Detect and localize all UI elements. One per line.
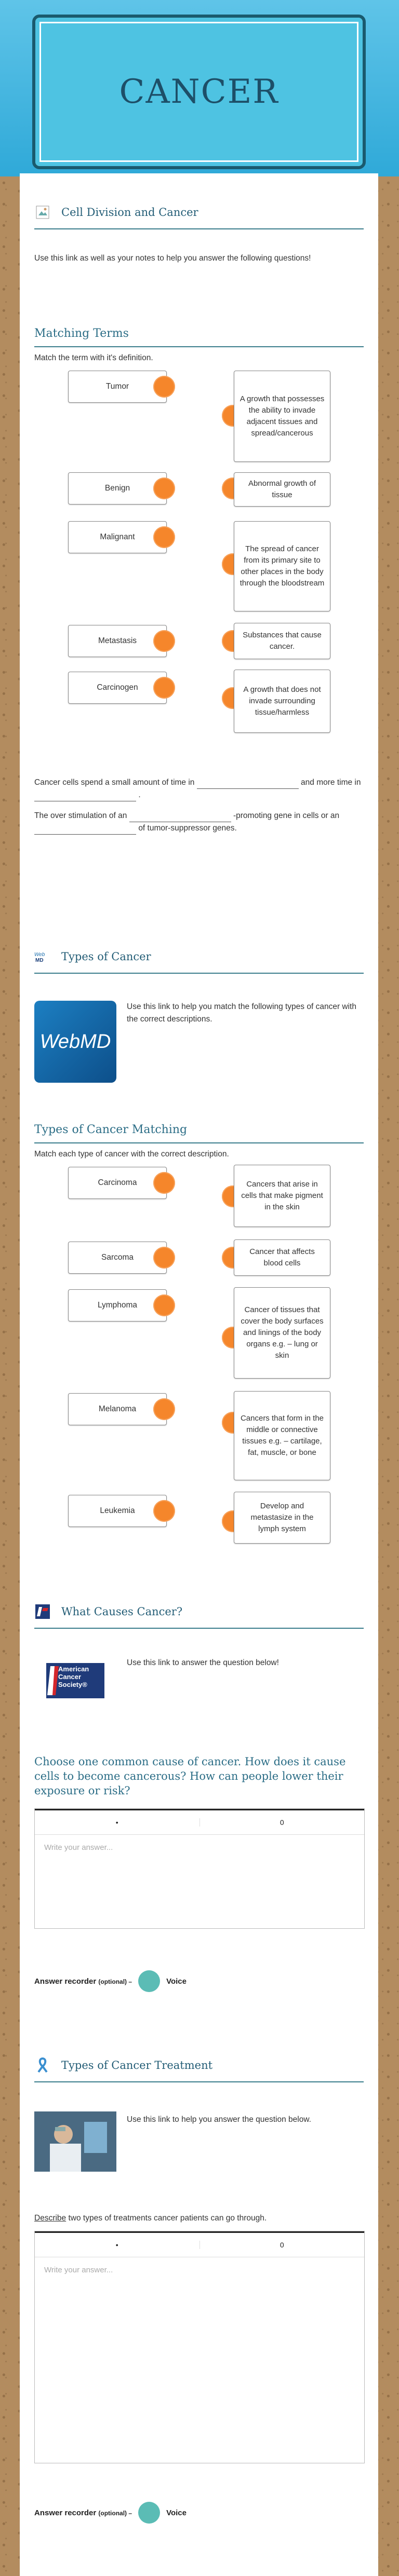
- voice-label: Voice: [166, 2508, 187, 2517]
- term-connector-dot[interactable]: [153, 1294, 175, 1316]
- term-connector-dot[interactable]: [153, 526, 175, 548]
- definition-card[interactable]: Develop and metastasize in the lymph system: [234, 1492, 330, 1544]
- broken-image-icon[interactable]: [34, 205, 51, 220]
- definition-card[interactable]: The spread of cancer from its primary site to other places in the body through the bloodstream: [234, 521, 330, 611]
- term-benign[interactable]: Benign: [68, 472, 167, 505]
- page-title: CANCER: [119, 73, 279, 111]
- section-title: Types of Cancer Treatment: [61, 2059, 213, 2071]
- blank-input[interactable]: [34, 793, 136, 801]
- definition-card[interactable]: Cancers that form in the middle or connective tissues e.g. – cartilage, fat, muscle, or bone: [234, 1391, 330, 1480]
- acs-logo-text: American: [58, 1665, 89, 1673]
- acs-link-text: Use this link to answer the question below!: [127, 1658, 279, 1667]
- acs-logo-text: Society®: [58, 1681, 87, 1688]
- fill-text: and more time in: [301, 778, 361, 787]
- term-connector-dot[interactable]: [153, 1247, 175, 1269]
- definition-card[interactable]: Cancer that affects blood cells: [234, 1239, 330, 1276]
- answer-recorder: [34, 2502, 187, 2524]
- fill-text: Cancer cells spend a small amount of time in: [34, 778, 195, 787]
- title-banner: [32, 15, 366, 169]
- treatment-photo-icon: [34, 2111, 116, 2172]
- blank-input[interactable]: [34, 826, 136, 835]
- treatment-question: [34, 2212, 364, 2225]
- answer-recorder: [34, 1970, 187, 1992]
- term-connector-dot[interactable]: [153, 630, 175, 652]
- section-intro: Use this link as well as your notes to help you answer the following questions!: [34, 254, 311, 263]
- section-title: Cell Division and Cancer: [61, 206, 198, 219]
- webmd-logo-text: WebMD: [39, 1030, 111, 1053]
- webmd-link-text: Use this link to help you match the following types of cancer with the correct descriptions.: [127, 1002, 356, 1024]
- matching-instructions: Match the term with it's definition.: [34, 353, 153, 362]
- term-connector-dot[interactable]: [153, 478, 175, 499]
- term-connector-dot[interactable]: [153, 677, 175, 699]
- term-metastasis[interactable]: Metastasis: [68, 625, 167, 657]
- answer-toolbar: [35, 2231, 364, 2257]
- definition-card[interactable]: A growth that possesses the ability to invade adjacent tissues and spread/cancerous: [234, 371, 330, 462]
- answer-toolbar: [35, 1809, 364, 1835]
- section-title: Types of Cancer: [61, 950, 151, 963]
- treatment-link-text: Use this link to help you answer the question below.: [127, 2115, 311, 2124]
- voice-label: Voice: [166, 1977, 187, 1986]
- numbered-button[interactable]: 0: [200, 2241, 365, 2249]
- webmd-icon[interactable]: [34, 949, 51, 964]
- term-sarcoma[interactable]: Sarcoma: [68, 1242, 167, 1274]
- term-lymphoma[interactable]: Lymphoma: [68, 1289, 167, 1321]
- describe-link[interactable]: Describe: [34, 2214, 66, 2223]
- term-connector-dot[interactable]: [153, 1500, 175, 1522]
- term-carcinoma[interactable]: Carcinoma: [68, 1167, 167, 1199]
- section-types-of-cancer: [34, 949, 364, 974]
- blank-input[interactable]: [129, 813, 231, 822]
- fill-text: of tumor-suppressor genes.: [138, 824, 237, 833]
- bullet-button[interactable]: •: [115, 2241, 118, 2249]
- term-tumor[interactable]: Tumor: [68, 371, 167, 403]
- recorder-optional: (optional) –: [98, 2509, 132, 2517]
- fill-blank-sentence-2: [34, 810, 364, 835]
- matching-title: Matching Terms: [34, 327, 129, 340]
- term-connector-dot[interactable]: [153, 1172, 175, 1194]
- definition-card[interactable]: Cancer of tissues that cover the body surfaces and linings of the body organs e.g. – lung or skin: [234, 1287, 330, 1379]
- section-what-causes-cancer: [34, 1604, 364, 1629]
- term-malignant[interactable]: Malignant: [68, 521, 167, 553]
- acs-link-image[interactable]: [34, 1655, 116, 1707]
- term-melanoma[interactable]: Melanoma: [68, 1393, 167, 1425]
- treatment-link-image[interactable]: [34, 2111, 116, 2172]
- webmd-link-image[interactable]: [34, 1001, 116, 1083]
- recorder-label: Answer recorder: [34, 2508, 97, 2517]
- fill-text: The over stimulation of an: [34, 811, 127, 820]
- numbered-button[interactable]: 0: [200, 1818, 365, 1827]
- term-connector-dot[interactable]: [153, 1398, 175, 1420]
- svg-text:MD: MD: [35, 958, 44, 963]
- section-types-of-treatment: [34, 2057, 364, 2082]
- question-rest: two types of treatments cancer patients can go through.: [68, 2214, 267, 2223]
- acs-icon[interactable]: [34, 1604, 51, 1619]
- content-card: [20, 173, 378, 2576]
- section-title: What Causes Cancer?: [61, 1605, 183, 1618]
- answer-placeholder[interactable]: Write your answer...: [44, 2266, 113, 2274]
- answer-placeholder[interactable]: Write your answer...: [44, 1843, 113, 1852]
- definition-card[interactable]: Substances that cause cancer.: [234, 623, 330, 659]
- question-text: Choose one common cause of cancer. How does it cause cells to become cancerous? How can people lower their exposure or risk?: [34, 1755, 346, 1797]
- fill-text: -promoting gene in cells or an: [233, 811, 340, 820]
- recorder-optional: (optional) –: [98, 1978, 132, 1985]
- matching-title: Types of Cancer Matching: [34, 1123, 188, 1136]
- types-matching-header: [34, 1123, 364, 1143]
- fill-blank-sentence-1: [34, 776, 364, 801]
- fill-text: .: [138, 790, 141, 799]
- recorder-label: Answer recorder: [34, 1977, 97, 1986]
- term-leukemia[interactable]: Leukemia: [68, 1495, 167, 1527]
- definition-card[interactable]: Abnormal growth of tissue: [234, 472, 330, 507]
- ribbon-icon[interactable]: [34, 2057, 51, 2073]
- acs-logo-text: Cancer: [58, 1673, 82, 1681]
- term-connector-dot[interactable]: [153, 376, 175, 398]
- answer-box[interactable]: [34, 2231, 365, 2463]
- bullet-button[interactable]: •: [115, 1818, 118, 1827]
- blank-input[interactable]: [197, 780, 299, 789]
- answer-box[interactable]: [34, 1808, 365, 1929]
- term-carcinogen[interactable]: Carcinogen: [68, 672, 167, 704]
- definition-card[interactable]: Cancers that arise in cells that make pigment in the skin: [234, 1165, 330, 1227]
- voice-record-button[interactable]: [138, 1970, 160, 1992]
- matching-terms-header: [34, 327, 364, 347]
- matching-instructions: Match each type of cancer with the correct description.: [34, 1150, 229, 1158]
- section-cell-division: [34, 205, 364, 229]
- definition-card[interactable]: A growth that does not invade surrounding tissue/harmless: [234, 670, 330, 733]
- svg-text:Web: Web: [34, 952, 45, 958]
- voice-record-button[interactable]: [138, 2502, 160, 2524]
